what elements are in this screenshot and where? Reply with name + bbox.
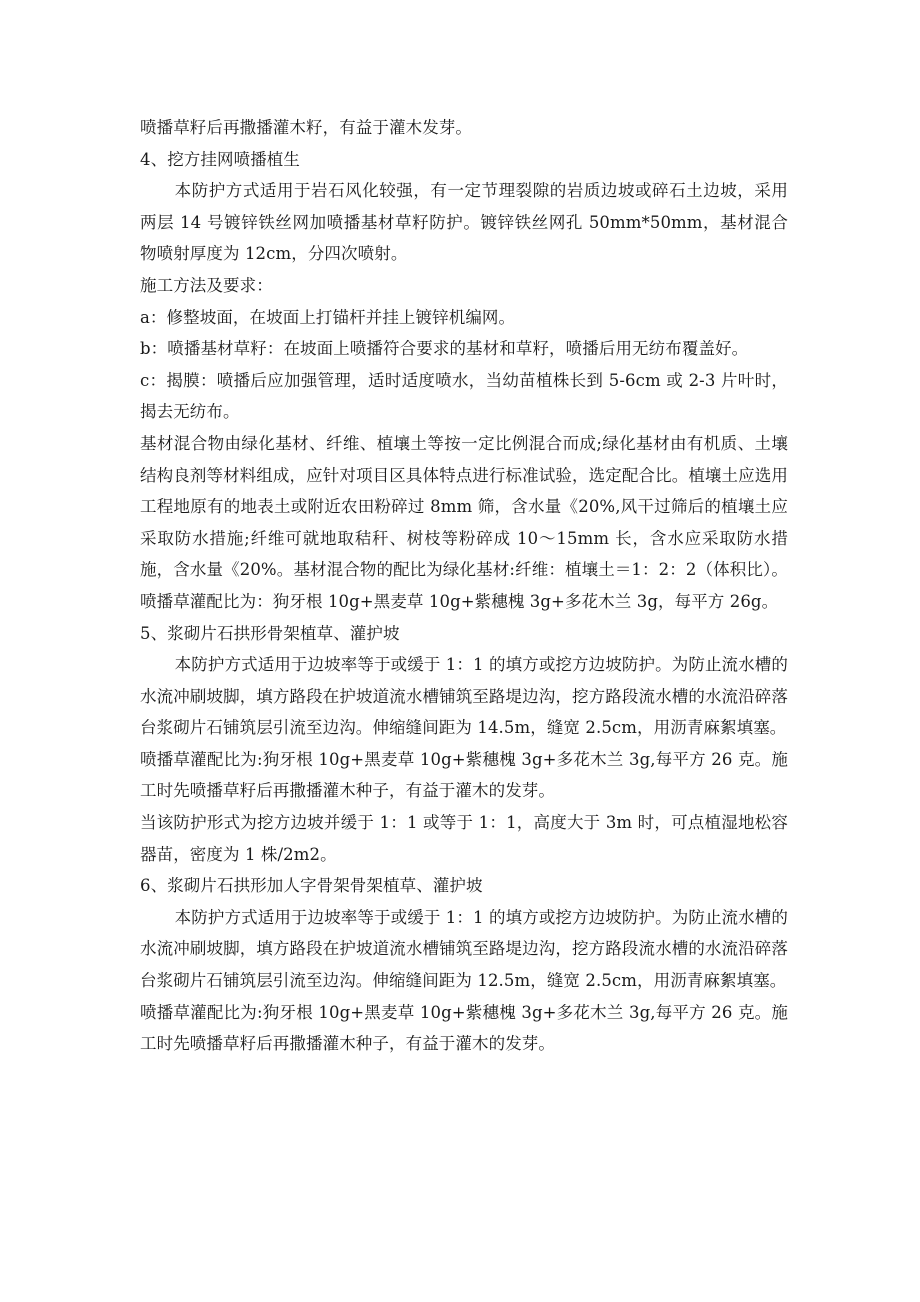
paragraph-construction-methods-label: 施工方法及要求：: [140, 275, 273, 295]
section-heading-6: 6、浆砌片石拱形加人字骨架骨架植草、灌护坡: [140, 876, 483, 896]
document-body: [140, 112, 788, 1060]
paragraph-seed-sowing-note: 喷播草籽后再撒播灌木籽，有益于灌木发芽。: [140, 118, 472, 137]
paragraph-substrate-mixture: 基材混合物由绿化基材、纤维、植壤土等按一定比例混合而成;绿化基材由有机质、土壤结构良剂等材料组成，应针对项目区具体特点进行标准试验，选定配合比。植壤土应选用工程地原有的地表土或附近农田粉碎过 8mm 筛，含水量《20%,风干过筛后的植壤土应采取防水措施;纤维可就地取秸秆、树枝等粉碎成 10～15mm 长，含水应采取防水措施，含水量《20%。基材混合物的配比为绿化基材:纤维：植壤土＝1：2：2（体积比）。喷播草灌配比为：狗牙根 10g+黑麦草 10g+紫穗槐 3g+多花木兰 3g，每平方 26g。: [140, 433, 788, 611]
section-heading-4: 4、挖方挂网喷播植生: [140, 149, 300, 169]
paragraph-grass-shrub-ratio-5: 喷播草灌配比为:狗牙根 10g+黑麦草 10g+紫穗槐 3g+多花木兰 3g,每平方 26 克。施工时先喷播草籽后再撒播灌木种子，有益于灌木的发芽。: [140, 749, 788, 801]
paragraph-step-c: c：揭膜：喷播后应加强管理，适时适度喷水，当幼苗植株长到 5-6cm 或 2-3 片叶时，揭去无纺布。: [140, 370, 788, 422]
section-heading-5: 5、浆砌片石拱形骨架植草、灌护坡: [140, 623, 400, 643]
paragraph-step-a: a：修整坡面，在坡面上打锚杆并挂上镀锌机编网。: [140, 307, 516, 327]
paragraph-mesh-protection-description: 本防护方式适用于岩石风化较强，有一定节理裂隙的岩质边坡或碎石土边坡，采用两层 14 号镀锌铁丝网加喷播基材草籽防护。镀锌铁丝网孔 50mm*50mm，基材混合物喷射厚度为 12cm，分四次喷射。: [140, 181, 788, 264]
paragraph-slash-pine-planting: 当该防护形式为挖方边坡并缓于 1：1 或等于 1：1，高度大于 3m 时，可点植湿地松容器苗，密度为 1 株/2m2。: [140, 813, 788, 864]
paragraph-step-b: b：喷播基材草籽：在坡面上喷播符合要求的基材和草籽，喷播后用无纺布覆盖好。: [140, 339, 749, 359]
paragraph-grass-shrub-ratio-6: 喷播草灌配比为:狗牙根 10g+黑麦草 10g+紫穗槐 3g+多花木兰 3g,每平方 26 克。施工时先喷播草籽后再撒播灌木种子，有益于灌木的发芽。: [140, 1002, 788, 1054]
paragraph-arch-frame-description: 本防护方式适用于边坡率等于或缓于 1：1 的填方或挖方边坡防护。为防止流水槽的水流冲刷坡脚，填方路段在护坡道流水槽铺筑至路堤边沟，挖方路段流水槽的水流沿碎落台浆砌片石铺筑层引流至边沟。伸缩缝间距为 14.5m，缝宽 2.5cm，用沥青麻絮填塞。: [140, 655, 788, 738]
paragraph-arch-herringbone-description: 本防护方式适用于边坡率等于或缓于 1：1 的填方或挖方边坡防护。为防止流水槽的水流冲刷坡脚，填方路段在护坡道流水槽铺筑至路堤边沟，挖方路段流水槽的水流沿碎落台浆砌片石铺筑层引流至边沟。伸缩缝间距为 12.5m，缝宽 2.5cm，用沥青麻絮填塞。: [140, 907, 788, 991]
